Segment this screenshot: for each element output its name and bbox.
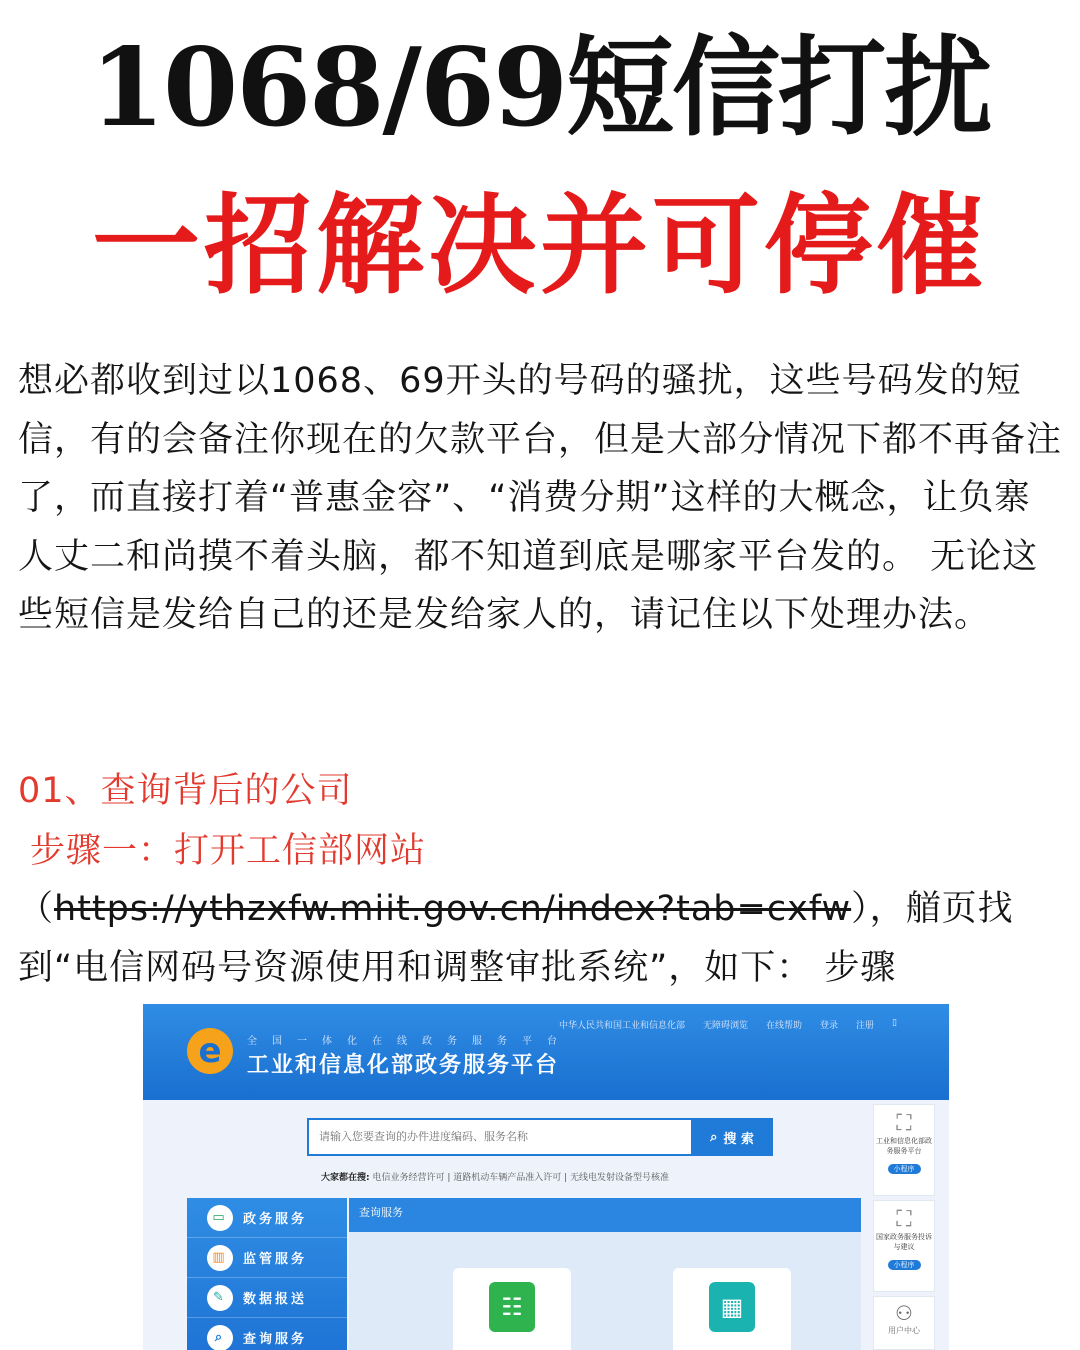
qr-code-icon: ⛶ [896, 1207, 912, 1232]
nav-item-label: 监管服务 [243, 1252, 308, 1267]
qr-code-icon: ⛶ [896, 1111, 912, 1136]
hot-searches-items[interactable]: 电信业务经营许可 | 道路机动车辆产品准入许可 | 无线电发射设备型号核准 [372, 1173, 669, 1183]
user-center-label: 用户中心 [888, 1326, 920, 1335]
portal-title: 工业和信息化部政务服务平台 [247, 1053, 560, 1078]
report-icon: ✎ [207, 1285, 233, 1311]
rail-text: 国家政务服务投诉与建议 [876, 1233, 932, 1251]
nav-item-government-services[interactable] [187, 1198, 347, 1238]
section-heading: 01、查询背后的公司 [18, 771, 353, 811]
nav-item-label: 政务服务 [243, 1212, 308, 1227]
nav-item-label: 查询服务 [243, 1332, 308, 1347]
headline-line1: 1068/69短信打扰 [89, 25, 991, 151]
top-link-accessibility[interactable]: 无障碍浏览 [702, 1021, 748, 1031]
step1-heading: 步骤一：打开工信部网站 [30, 831, 427, 871]
top-link-help[interactable]: 在线帮助 [766, 1021, 803, 1031]
miit-url-link[interactable]: https://ythzxfw.miit.gov.cn/index?tab=cxfw [54, 889, 852, 929]
query-card-document[interactable] [453, 1268, 571, 1350]
query-card-map[interactable] [673, 1268, 791, 1350]
top-link-login[interactable]: 登录 [820, 1021, 839, 1031]
search-button[interactable] [691, 1118, 773, 1156]
nav-item-query[interactable] [187, 1318, 347, 1350]
paren-open: （ [18, 889, 55, 929]
chart-icon: ▥ [207, 1245, 233, 1271]
miniprogram-badge: 小程序 [888, 1260, 921, 1270]
hot-searches-label: 大家都在搜: [321, 1173, 370, 1183]
url-paragraph-rest: ），艏页找到“电信网码号资源使用和调整审批系统”，如下： 步骤 [18, 889, 1014, 988]
mobile-icon[interactable]: ▯ [892, 1018, 897, 1028]
search-box [307, 1118, 693, 1156]
portal-subtitle: 全国一体化在线政务服务平台 [247, 1036, 572, 1047]
url-paragraph [18, 880, 1066, 997]
rail-miit-miniprogram[interactable] [873, 1104, 935, 1196]
headline-line2: 一招解决并可停催 [91, 183, 988, 309]
nav-item-supervision[interactable] [187, 1238, 347, 1278]
miit-portal-screenshot [143, 1004, 949, 1350]
rail-user-center[interactable] [873, 1296, 935, 1350]
rail-text: 工业和信息化部政务服务平台 [876, 1137, 932, 1155]
top-link-miit[interactable]: 中华人民共和国工业和信息化部 [558, 1021, 685, 1031]
side-nav [187, 1198, 347, 1350]
top-link-register[interactable]: 注册 [856, 1021, 875, 1031]
search-button-label: 搜 索 [723, 1131, 754, 1147]
panel-title: 查询服务 [349, 1198, 861, 1232]
user-icon: ⚇ [895, 1301, 913, 1325]
monitor-icon: ▭ [207, 1205, 233, 1231]
search-icon: ⌕ [207, 1325, 233, 1350]
search-input[interactable] [309, 1120, 689, 1154]
document-search-icon: ☷ [489, 1282, 535, 1332]
hot-searches [321, 1170, 669, 1183]
map-search-icon: ▦ [709, 1282, 755, 1332]
miniprogram-badge: 小程序 [888, 1164, 921, 1174]
nav-item-data-report[interactable] [187, 1278, 347, 1318]
nav-item-label: 数据报送 [243, 1292, 308, 1307]
intro-paragraph: 想必都收到过以1068、69开头的号码的骚扰，这些号码发的短信，有的会备注你现在的欠款平台，但是大部分情况下都不再备注了，而直接打着“普惠金容”、“消费分期”这样的大概念，让负寨人丈二和尚摸不着头脑，都不知道到底是哪家平台发的。 无论这些短信是发给自己的还是发给家人的，请记住以下处理办法。 [18, 361, 1063, 635]
portal-logo-icon: e [187, 1028, 233, 1074]
top-links [559, 1018, 897, 1031]
search-icon: ⌕ [710, 1129, 718, 1145]
rail-complaint-miniprogram[interactable] [873, 1200, 935, 1292]
portal-banner [143, 1004, 949, 1100]
